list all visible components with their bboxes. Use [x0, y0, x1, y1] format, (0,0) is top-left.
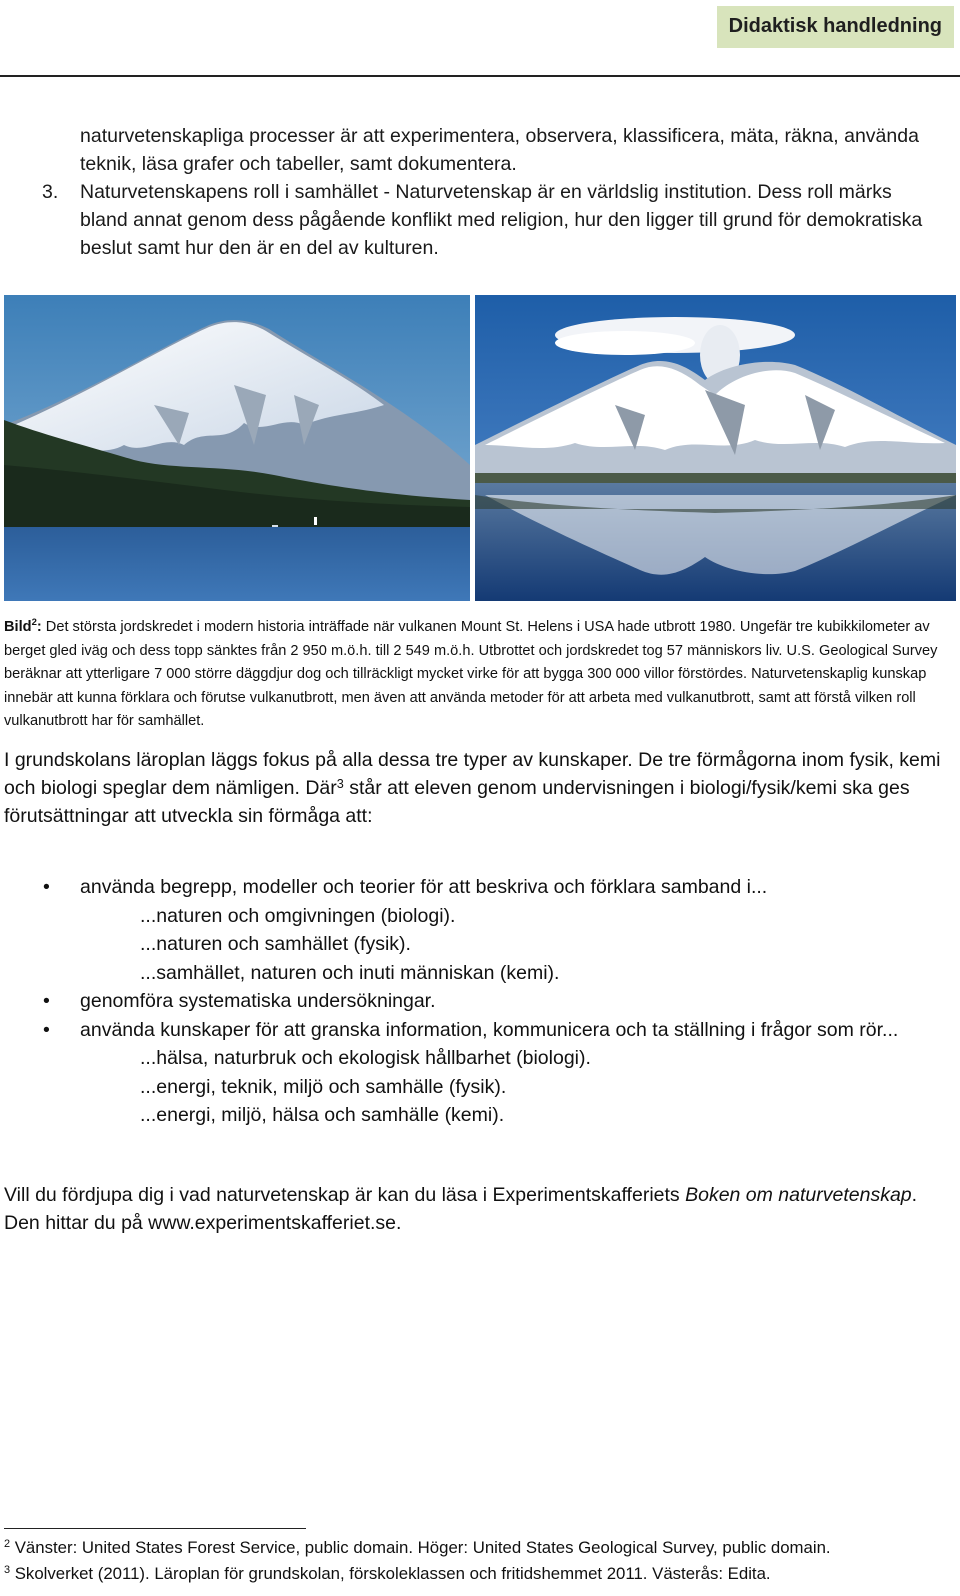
sub-item: ...samhället, naturen och inuti människan (kemi).: [140, 961, 560, 984]
caption-footnote-ref: 2: [31, 617, 37, 628]
footnotes: [4, 1535, 954, 1587]
curriculum-paragraph: I grundskolans läroplan läggs fokus på alla dessa tre typer av kunskaper. De tre förmågorna inom fysik, kemi och biologi speglar dem nämligen. Där$^3$ står att eleven genom undervisningen i biologi/fysik/kemi ska ges förutsättningar att utveckla sin förmåga att:: [4, 749, 941, 827]
sub-item: ...hälsa, naturbruk och ekologisk hållbarhet (biologi).: [140, 1047, 591, 1069]
image-caption: [4, 616, 956, 734]
footnote-ref-3: 3: [336, 777, 344, 791]
caption-label: Bild$^2$:: [4, 617, 42, 635]
footnote-3: $^3$ Skolverket (2011). Läroplan för grundskolan, förskoleklassen och fritidshemmet 2011. Västerås: Edita.: [4, 1564, 771, 1583]
list-item: • använda kunskaper för att granska information, kommunicera och ta ställning i frågor som rör...: [0, 1016, 960, 1045]
item-text: Naturvetenskapens roll i samhället - Naturvetenskap är en världslig institution. Dess roll märks bland annat genom dess pågående konflikt med religion, hur den ligger till grund för demokratiska beslut samt hur den är en del av kulturen.: [80, 181, 923, 259]
bullet-icon: •: [43, 876, 50, 898]
book-title: Boken om naturvetenskap: [685, 1184, 912, 1206]
item-number: 3.: [42, 181, 59, 203]
numbered-item-3: [0, 178, 960, 262]
footnote-2: $^2$ Vänster: United States Forest Service, public domain. Höger: United States Geological Survey, public domain.: [4, 1538, 831, 1557]
header-tag: Didaktisk handledning: [717, 6, 954, 48]
bullet-icon: •: [43, 990, 50, 1012]
list-item: • använda begrepp, modeller och teorier för att beskriva och förklara samband i...: [0, 873, 960, 902]
caption-text: Det största jordskredet i modern historia inträffade när vulkanen Mount St. Helens i USA hade utbrott 1980. Ungefär tre kubikkilometer av berget gled iväg och dess topp sänktes från 2 950 m.ö.h. till 2 549 m.ö.h. Utbrottet och jordskredet tog 57 människors liv. U.S. Geological Survey beräknar att ytterligare 7 000 större däggdjur dog och tillräckligt mycket virke för att bygga 300 000 villor förstördes. Naturvetenskaplig kunskap innebär att kunna förklara och förutse vulkanutbrott, men även att använda metoder för att arbeta med vulkanutbrott, samt att förstå vilken roll vulkanutbrott har för samhället.: [4, 619, 938, 729]
mountain-after-photo: [475, 295, 956, 601]
further-reading-paragraph: Vill du fördjupa dig i vad naturvetenskap är kan du läsa i Experimentskafferiets Boken om naturvetenskap. Den hittar du på www.experimentskafferiet.se.: [4, 1184, 918, 1234]
list-item: • genomföra systematiska undersökningar.: [0, 987, 960, 1016]
sub-item: ...energi, miljö, hälsa och samhälle (kemi).: [140, 1104, 505, 1126]
sub-item: ...naturen och omgivningen (biologi).: [140, 904, 456, 927]
header-divider: [0, 75, 960, 77]
footnote-divider: [4, 1528, 306, 1529]
bullet-icon: •: [43, 1018, 50, 1041]
mountain-before-photo: [4, 295, 470, 601]
sub-item: ...naturen och samhället (fysik).: [140, 933, 411, 955]
intro-section: [0, 122, 960, 262]
abilities-list: [0, 873, 960, 1130]
sub-item: ...energi, teknik, miljö och samhälle (fysik).: [140, 1075, 507, 1098]
intro-continuation: naturvetenskapliga processer är att experimentera, observera, klassificera, mäta, räkna, använda teknik, läsa grafer och tabeller, samt dokumentera.: [80, 125, 919, 175]
